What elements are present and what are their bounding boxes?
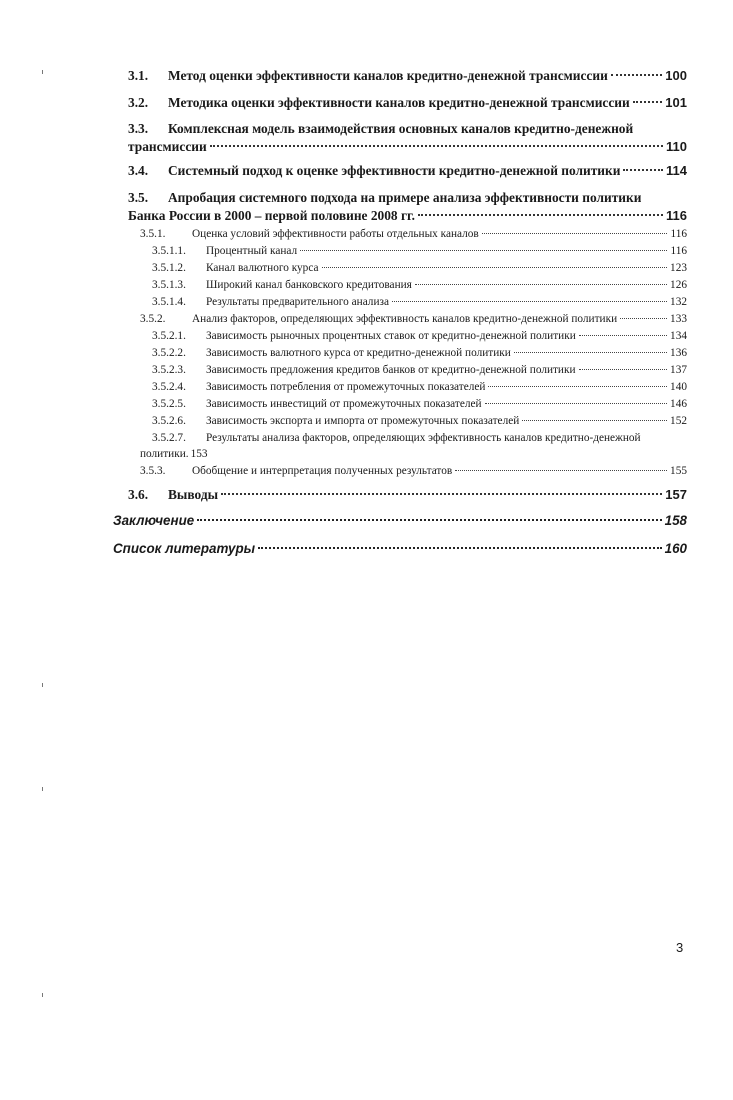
toc-title: Зависимость экспорта и импорта от промежуточных показателей (206, 415, 520, 427)
leader-dots (482, 233, 668, 234)
toc-entry-3-5-2-3[interactable] (152, 364, 687, 376)
toc-entry-3-5-2-7[interactable] (152, 432, 687, 444)
toc-number: 3.5.3. (140, 465, 166, 477)
leader-dots (418, 214, 663, 216)
toc-page: 158 (664, 513, 687, 528)
toc-title: Системный подход к оценке эффективности кредитно-денежной политики (168, 163, 621, 178)
toc-title: Зависимость рыночных процентных ставок от кредитно-денежной политики (206, 330, 576, 342)
toc-page: 126 (670, 279, 687, 291)
toc-title: Список литературы (113, 541, 256, 556)
scan-mark (42, 70, 43, 74)
toc-page: 140 (670, 381, 687, 393)
toc-number: 3.3. (128, 121, 149, 136)
toc-number: 3.5.1. (140, 228, 166, 240)
toc-entry-3-5-1[interactable] (140, 228, 687, 240)
toc-entry-3-5-1-2[interactable] (152, 262, 687, 274)
toc-title: Зависимость потребления от промежуточных показателей (206, 381, 486, 393)
toc-number: 3.5.1.2. (152, 262, 186, 274)
leader-dots (623, 169, 663, 171)
toc-number: 3.5.2.5. (152, 398, 186, 410)
toc-title: Метод оценки эффективности каналов кредитно-денежной трансмиссии (168, 68, 608, 83)
toc-entry-3-5-1-1[interactable] (152, 245, 687, 257)
toc-number: 3.5.2.6. (152, 415, 186, 427)
toc-number: 3.2. (128, 95, 149, 110)
toc-title-cont: политики. (140, 448, 189, 460)
toc-number: 3.4. (128, 163, 149, 178)
toc-page: 114 (666, 163, 687, 178)
toc-number: 3.5.2.3. (152, 364, 186, 376)
scan-mark (42, 683, 43, 687)
leader-dots (221, 493, 662, 495)
toc-page: 101 (665, 95, 687, 110)
toc-number: 3.5.2.7. (152, 432, 186, 444)
toc-title: Оценка условий эффективности работы отдельных каналов (192, 228, 479, 240)
toc-entry-3-4[interactable] (128, 163, 687, 179)
toc-entry-bibliography[interactable] (113, 541, 687, 556)
toc-page: 153 (190, 448, 208, 460)
toc-title: Зависимость инвестиций от промежуточных показателей (206, 398, 482, 410)
toc-entry-3-5-2-1[interactable] (152, 330, 687, 342)
leader-dots (300, 250, 667, 251)
toc-entry-conclusion[interactable] (113, 513, 687, 528)
toc-page: 160 (664, 541, 687, 556)
toc-page: 110 (666, 139, 687, 154)
toc-title: Обобщение и интерпретация полученных результатов (192, 465, 453, 477)
leader-dots (197, 519, 661, 521)
toc-title: Заключение (113, 513, 195, 528)
scan-mark (42, 993, 43, 997)
toc-title-cont: Банка России в 2000 – первой половине 2008 гг. (128, 208, 415, 223)
toc-page: 137 (670, 364, 687, 376)
leader-dots (579, 335, 667, 336)
toc-title: Канал валютного курса (206, 262, 319, 274)
toc-entry-3-5-1-4[interactable] (152, 296, 687, 308)
toc-entry-3-5[interactable] (128, 190, 687, 206)
leader-dots (415, 284, 667, 285)
toc-entry-3-5-2-4[interactable] (152, 381, 687, 393)
toc-entry-3-6[interactable] (128, 487, 687, 503)
toc-number: 3.5.2.4. (152, 381, 186, 393)
page-number: 3 (676, 940, 684, 955)
toc-entry-3-5-2-5[interactable] (152, 398, 687, 410)
toc-entry-3-5-2-6[interactable] (152, 415, 687, 427)
toc-title: Комплексная модель взаимодействия основных каналов кредитно-денежной (168, 121, 634, 136)
toc-entry-3-2[interactable] (128, 95, 687, 111)
toc-page: 116 (666, 208, 687, 223)
leader-dots (522, 420, 667, 421)
toc-number: 3.1. (128, 68, 149, 83)
toc-page: 133 (670, 313, 687, 325)
leader-dots (488, 386, 667, 387)
toc-page: 152 (670, 415, 687, 427)
toc-entry-3-5-2-7-cont[interactable] (140, 448, 687, 460)
toc-number: 3.5.2.1. (152, 330, 186, 342)
toc-entry-3-3-cont[interactable] (128, 139, 687, 155)
toc-number: 3.5.2.2. (152, 347, 186, 359)
toc-page: 146 (670, 398, 687, 410)
leader-dots (210, 145, 663, 147)
leader-dots (258, 547, 662, 549)
toc-number: 3.5.1.3. (152, 279, 186, 291)
toc-title: Зависимость валютного курса от кредитно-денежной политики (206, 347, 511, 359)
toc-title: Апробация системного подхода на примере анализа эффективности политики (168, 190, 642, 205)
toc-entry-3-5-1-3[interactable] (152, 279, 687, 291)
toc-page: 136 (670, 347, 687, 359)
toc-page: 100 (665, 68, 687, 83)
toc-title: Анализ факторов, определяющих эффективность каналов кредитно-денежной политики (192, 313, 618, 325)
toc-title: Широкий канал банковского кредитования (206, 279, 412, 291)
toc-page: 132 (670, 296, 687, 308)
toc-title: Результаты анализа факторов, определяющих эффективность каналов кредитно-денежной (206, 432, 641, 444)
leader-dots (579, 369, 668, 370)
toc-title: Процентный канал (206, 245, 298, 257)
toc-entry-3-5-cont[interactable] (128, 208, 687, 224)
leader-dots (611, 74, 662, 76)
toc-page: 155 (670, 465, 687, 477)
toc-number: 3.5.1.4. (152, 296, 186, 308)
leader-dots (322, 267, 668, 268)
toc-page: 134 (670, 330, 687, 342)
toc-entry-3-5-3[interactable] (140, 465, 687, 477)
leader-dots (455, 470, 667, 471)
toc-page: 123 (670, 262, 687, 274)
toc-entry-3-1[interactable] (128, 68, 687, 84)
toc-page: 116 (670, 228, 687, 240)
toc-number: 3.5.1.1. (152, 245, 186, 257)
toc-entry-3-5-2[interactable] (140, 313, 687, 325)
toc-number: 3.5. (128, 190, 149, 205)
toc-title: Методика оценки эффективности каналов кредитно-денежной трансмиссии (168, 95, 630, 110)
toc-title: Выводы (168, 487, 219, 502)
leader-dots (620, 318, 667, 319)
toc-title-cont: трансмиссии (128, 139, 207, 154)
toc-entry-3-5-2-2[interactable] (152, 347, 687, 359)
scan-mark (42, 787, 43, 791)
leader-dots (514, 352, 667, 353)
toc-number: 3.5.2. (140, 313, 166, 325)
leader-dots (633, 101, 663, 103)
leader-dots (392, 301, 667, 302)
toc-title: Зависимость предложения кредитов банков от кредитно-денежной политики (206, 364, 576, 376)
leader-dots (485, 403, 668, 404)
toc-page: 157 (665, 487, 687, 502)
toc-page: 116 (670, 245, 687, 257)
toc-number: 3.6. (128, 487, 149, 502)
toc-entry-3-3[interactable] (128, 121, 687, 137)
toc-title: Результаты предварительного анализа (206, 296, 389, 308)
